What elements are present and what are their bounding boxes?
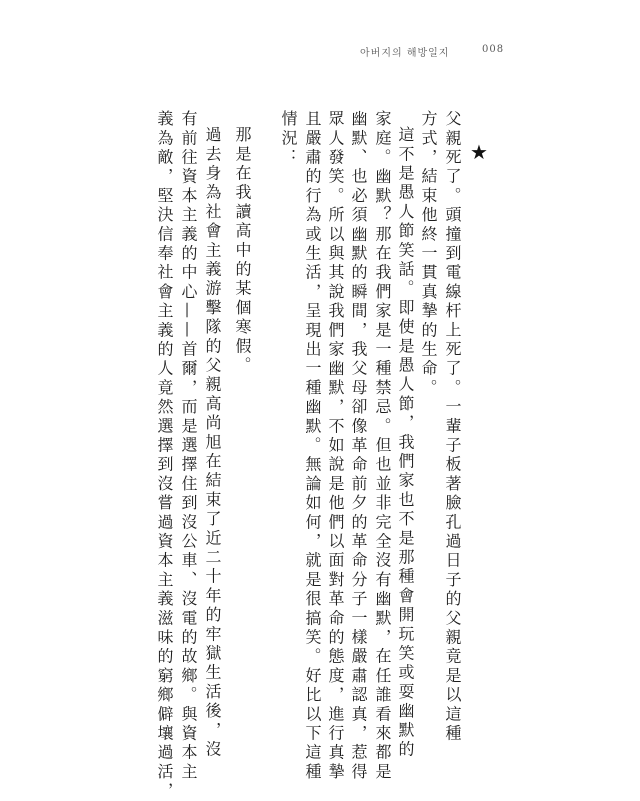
text-column: 幽默、也必須幽默的瞬間，我父母卻像革命前夕的革命分子一樣嚴肅認真，惹得 [349,110,368,782]
book-title: 아버지의 해방일지 [360,48,450,59]
page-number: 008 [482,44,505,55]
running-header [360,44,510,60]
vertical-body-text [150,110,462,801]
text-column: 過去身為社會主義游擊隊的父親高尚旭在結束了近二十年的牢獄生活後，沒 [203,126,222,760]
text-column: 家庭。幽默？那在我們家是一種禁忌。但也並非完全沒有幽默，在任誰看來都是 [373,110,392,782]
text-column: 方式，結束他終一貫真摯的生命。 [419,110,438,398]
text-column: 義為敵，堅決信奉社會主義的人竟然選擇到沒嘗過資本主義滋味的窮鄉僻壤過活， [155,110,174,801]
star-icon: ★ [470,140,488,164]
text-column: 父親死了。頭撞到電線杆上死了。一輩子板著臉孔過日子的父親竟是以這種 [443,110,462,744]
text-column: 且嚴肅的行為或生活，呈現出一種幽默。無論如何，就是很搞笑。好比以下這種 [303,110,322,782]
text-column: 眾人發笑。所以與其說我們家幽默，不如說是他們以面對革命的態度，進行真摯 [326,110,345,782]
text-column: 那是在我讀高中的某個寒假。 [233,126,252,376]
text-column: 有前往資本主義的中心——首爾，而是選擇住到沒公車、沒電的故鄉。與資本主 [179,110,198,782]
text-column: 這不是愚人節笑話。即使是愚人節，我們家也不是那種會開玩笑或耍幽默的 [396,126,415,760]
text-column: 情況： [279,110,298,168]
